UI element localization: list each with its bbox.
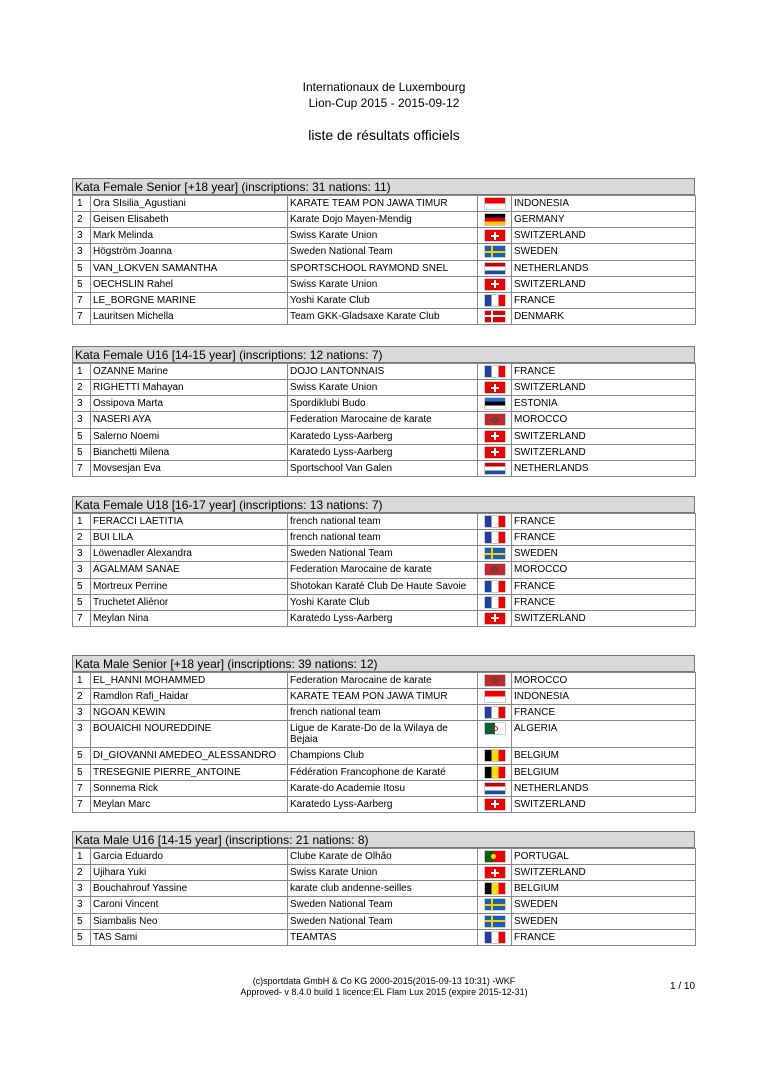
athlete-name-cell: Löwenadler Alexandra xyxy=(91,546,288,562)
table-row xyxy=(73,897,696,913)
athlete-name-cell: Bianchetti Milena xyxy=(91,444,288,460)
country-cell: SWEDEN xyxy=(512,546,696,562)
table-row xyxy=(73,444,696,460)
dk-flag-icon xyxy=(485,311,505,322)
ch-flag-icon xyxy=(485,431,505,442)
flag-cell xyxy=(478,514,512,530)
athlete-name-cell: DI_GIOVANNI AMEDEO_ALESSANDRO xyxy=(91,748,288,764)
country-cell: SWITZERLAND xyxy=(512,380,696,396)
club-cell: Karatedo Lyss-Aarberg xyxy=(288,444,478,460)
results-table xyxy=(72,848,696,946)
footer-copyright: (c)sportdata GmbH & Co KG 2000-2015(2015-09-13 10:31) -WKF xyxy=(252,976,516,986)
athlete-name-cell: Siambalis Neo xyxy=(91,913,288,929)
club-cell: Fédération Francophone de Karaté xyxy=(288,764,478,780)
flag-cell xyxy=(478,292,512,308)
country-cell: ALGERIA xyxy=(512,721,696,748)
table-row xyxy=(73,530,696,546)
table-row xyxy=(73,212,696,228)
club-cell: TEAMTAS xyxy=(288,929,478,945)
flag-cell xyxy=(478,578,512,594)
ch-flag-icon xyxy=(485,382,505,393)
se-flag-icon xyxy=(485,916,505,927)
rank-cell: 5 xyxy=(73,594,91,610)
table-row xyxy=(73,929,696,945)
flag-cell xyxy=(478,594,512,610)
se-flag-icon xyxy=(485,899,505,910)
rank-cell: 5 xyxy=(73,929,91,945)
ma-flag-icon xyxy=(485,564,505,575)
fr-flag-icon xyxy=(485,707,505,718)
table-row xyxy=(73,578,696,594)
flag-cell xyxy=(478,244,512,260)
rank-cell: 5 xyxy=(73,748,91,764)
flag-cell xyxy=(478,865,512,881)
athlete-name-cell: Ossipova Marta xyxy=(91,396,288,412)
athlete-name-cell: Meylan Nina xyxy=(91,610,288,626)
athlete-name-cell: AGALMAM SANAE xyxy=(91,562,288,578)
athlete-name-cell: Truchetet Aliénor xyxy=(91,594,288,610)
fr-flag-icon xyxy=(485,581,505,592)
club-cell: Spordiklubi Budo xyxy=(288,396,478,412)
rank-cell: 2 xyxy=(73,865,91,881)
rank-cell: 5 xyxy=(73,913,91,929)
results-section xyxy=(72,178,695,325)
rank-cell: 1 xyxy=(73,364,91,380)
rank-cell: 3 xyxy=(73,881,91,897)
table-row xyxy=(73,673,696,689)
club-cell: Swiss Karate Union xyxy=(288,276,478,292)
flag-cell xyxy=(478,428,512,444)
country-cell: SWITZERLAND xyxy=(512,796,696,812)
athlete-name-cell: NASERI AYA xyxy=(91,412,288,428)
rank-cell: 3 xyxy=(73,244,91,260)
country-cell: BELGIUM xyxy=(512,764,696,780)
athlete-name-cell: Bouchahrouf Yassine xyxy=(91,881,288,897)
rank-cell: 3 xyxy=(73,721,91,748)
rank-cell: 5 xyxy=(73,276,91,292)
club-cell: Champions Club xyxy=(288,748,478,764)
athlete-name-cell: Ujihara Yuki xyxy=(91,865,288,881)
table-row xyxy=(73,196,696,212)
flag-cell xyxy=(478,364,512,380)
table-row xyxy=(73,594,696,610)
country-cell: FRANCE xyxy=(512,594,696,610)
country-cell: MOROCCO xyxy=(512,673,696,689)
results-table xyxy=(72,195,696,325)
athlete-name-cell: Ramdlon Rafi_Haidar xyxy=(91,689,288,705)
section-title: Kata Male Senior [+18 year] (inscriptions: 39 nations: 12) xyxy=(72,655,695,672)
rank-cell: 3 xyxy=(73,546,91,562)
ch-flag-icon xyxy=(485,613,505,624)
flag-cell xyxy=(478,380,512,396)
table-row xyxy=(73,849,696,865)
rank-cell: 5 xyxy=(73,578,91,594)
club-cell: Team GKK-Gladsaxe Karate Club xyxy=(288,308,478,324)
table-row xyxy=(73,610,696,626)
ch-flag-icon xyxy=(485,799,505,810)
ma-flag-icon xyxy=(485,675,505,686)
se-flag-icon xyxy=(485,246,505,257)
club-cell: Swiss Karate Union xyxy=(288,228,478,244)
country-cell: FRANCE xyxy=(512,514,696,530)
table-row xyxy=(73,546,696,562)
event-title: Internationaux de Luxembourg xyxy=(302,80,466,94)
flag-cell xyxy=(478,796,512,812)
rank-cell: 1 xyxy=(73,196,91,212)
athlete-name-cell: Geisen Elisabeth xyxy=(91,212,288,228)
athlete-name-cell: FERACCI LAETITIA xyxy=(91,514,288,530)
table-row xyxy=(73,244,696,260)
flag-cell xyxy=(478,721,512,748)
club-cell: karate club andenne-seilles xyxy=(288,881,478,897)
flag-cell xyxy=(478,849,512,865)
rank-cell: 3 xyxy=(73,897,91,913)
country-cell: INDONESIA xyxy=(512,689,696,705)
country-cell: INDONESIA xyxy=(512,196,696,212)
table-row xyxy=(73,412,696,428)
results-table xyxy=(72,513,696,627)
athlete-name-cell: Meylan Marc xyxy=(91,796,288,812)
country-cell: SWEDEN xyxy=(512,244,696,260)
table-row xyxy=(73,865,696,881)
athlete-name-cell: NGOAN KEWIN xyxy=(91,705,288,721)
club-cell: Karate Dojo Mayen-Mendig xyxy=(288,212,478,228)
section-title: Kata Female U18 [16-17 year] (inscriptions: 13 nations: 7) xyxy=(72,496,695,513)
rank-cell: 3 xyxy=(73,705,91,721)
rank-cell: 7 xyxy=(73,796,91,812)
athlete-name-cell: Mortreux Perrine xyxy=(91,578,288,594)
section-title: Kata Female U16 [14-15 year] (inscriptions: 12 nations: 7) xyxy=(72,346,695,363)
table-row xyxy=(73,721,696,748)
rank-cell: 2 xyxy=(73,380,91,396)
table-row xyxy=(73,228,696,244)
athlete-name-cell: Sonnema Rick xyxy=(91,780,288,796)
be-flag-icon xyxy=(485,767,505,778)
flag-cell xyxy=(478,705,512,721)
results-table xyxy=(72,672,696,813)
flag-cell xyxy=(478,748,512,764)
athlete-name-cell: LE_BORGNE MARINE xyxy=(91,292,288,308)
club-cell: Karatedo Lyss-Aarberg xyxy=(288,428,478,444)
results-section xyxy=(72,831,695,946)
flag-cell xyxy=(478,276,512,292)
athlete-name-cell: Salerno Noemi xyxy=(91,428,288,444)
athlete-name-cell: BUI LILA xyxy=(91,530,288,546)
table-row xyxy=(73,705,696,721)
athlete-name-cell: BOUAICHI NOUREDDINE xyxy=(91,721,288,748)
flag-cell xyxy=(478,764,512,780)
rank-cell: 5 xyxy=(73,444,91,460)
country-cell: NETHERLANDS xyxy=(512,260,696,276)
club-cell: Swiss Karate Union xyxy=(288,380,478,396)
dz-flag-icon xyxy=(485,723,505,734)
athlete-name-cell: Mark Melinda xyxy=(91,228,288,244)
athlete-name-cell: EL_HANNI MOHAMMED xyxy=(91,673,288,689)
fr-flag-icon xyxy=(485,516,505,527)
club-cell: Yoshi Karate Club xyxy=(288,594,478,610)
club-cell: DOJO LANTONNAIS xyxy=(288,364,478,380)
table-row xyxy=(73,428,696,444)
rank-cell: 1 xyxy=(73,849,91,865)
de-flag-icon xyxy=(485,214,505,225)
club-cell: Ligue de Karate-Do de la Wilaya de Bejaia xyxy=(288,721,478,748)
flag-cell xyxy=(478,530,512,546)
id-flag-icon xyxy=(485,198,505,209)
club-cell: Karatedo Lyss-Aarberg xyxy=(288,796,478,812)
club-cell: Federation Marocaine de karate xyxy=(288,412,478,428)
rank-cell: 2 xyxy=(73,530,91,546)
table-row xyxy=(73,260,696,276)
table-row xyxy=(73,460,696,476)
country-cell: SWITZERLAND xyxy=(512,444,696,460)
country-cell: SWITZERLAND xyxy=(512,428,696,444)
ma-flag-icon xyxy=(485,414,505,425)
flag-cell xyxy=(478,546,512,562)
table-row xyxy=(73,780,696,796)
club-cell: Karate-do Academie Itosu xyxy=(288,780,478,796)
country-cell: FRANCE xyxy=(512,530,696,546)
country-cell: NETHERLANDS xyxy=(512,460,696,476)
be-flag-icon xyxy=(485,883,505,894)
flag-cell xyxy=(478,260,512,276)
rank-cell: 7 xyxy=(73,292,91,308)
section-title: Kata Male U16 [14-15 year] (inscriptions: 21 nations: 8) xyxy=(72,831,695,848)
flag-cell xyxy=(478,673,512,689)
table-row xyxy=(73,292,696,308)
rank-cell: 3 xyxy=(73,396,91,412)
flag-cell xyxy=(478,929,512,945)
table-row xyxy=(73,796,696,812)
country-cell: PORTUGAL xyxy=(512,849,696,865)
page-number: 1 / 10 xyxy=(670,981,696,992)
athlete-name-cell: Ora SIsilia_Agustiani xyxy=(91,196,288,212)
rank-cell: 7 xyxy=(73,610,91,626)
club-cell: Yoshi Karate Club xyxy=(288,292,478,308)
athlete-name-cell: Högström Joanna xyxy=(91,244,288,260)
ch-flag-icon xyxy=(485,867,505,878)
table-row xyxy=(73,913,696,929)
rank-cell: 2 xyxy=(73,212,91,228)
table-row xyxy=(73,380,696,396)
rank-cell: 7 xyxy=(73,308,91,324)
be-flag-icon xyxy=(485,750,505,761)
flag-cell xyxy=(478,196,512,212)
country-cell: SWITZERLAND xyxy=(512,228,696,244)
fr-flag-icon xyxy=(485,932,505,943)
nl-flag-icon xyxy=(485,463,505,474)
club-cell: SPORTSCHOOL RAYMOND SNEL xyxy=(288,260,478,276)
athlete-name-cell: Lauritsen Michella xyxy=(91,308,288,324)
athlete-name-cell: OECHSLIN Rahel xyxy=(91,276,288,292)
rank-cell: 5 xyxy=(73,764,91,780)
rank-cell: 2 xyxy=(73,689,91,705)
country-cell: SWEDEN xyxy=(512,897,696,913)
table-row xyxy=(73,562,696,578)
club-cell: Clube Karate de Olhão xyxy=(288,849,478,865)
table-row xyxy=(73,514,696,530)
section-title: Kata Female Senior [+18 year] (inscriptions: 31 nations: 11) xyxy=(72,178,695,195)
fr-flag-icon xyxy=(485,295,505,306)
country-cell: BELGIUM xyxy=(512,748,696,764)
country-cell: ESTONIA xyxy=(512,396,696,412)
ee-flag-icon xyxy=(485,398,505,409)
club-cell: Sweden National Team xyxy=(288,244,478,260)
club-cell: Sweden National Team xyxy=(288,897,478,913)
country-cell: GERMANY xyxy=(512,212,696,228)
athlete-name-cell: Caroni Vincent xyxy=(91,897,288,913)
flag-cell xyxy=(478,460,512,476)
se-flag-icon xyxy=(485,548,505,559)
rank-cell: 7 xyxy=(73,780,91,796)
table-row xyxy=(73,364,696,380)
rank-cell: 1 xyxy=(73,673,91,689)
club-cell: french national team xyxy=(288,530,478,546)
club-cell: KARATE TEAM PON JAWA TIMUR xyxy=(288,689,478,705)
flag-cell xyxy=(478,562,512,578)
country-cell: DENMARK xyxy=(512,308,696,324)
country-cell: FRANCE xyxy=(512,705,696,721)
rank-cell: 1 xyxy=(73,514,91,530)
club-cell: KARATE TEAM PON JAWA TIMUR xyxy=(288,196,478,212)
club-cell: french national team xyxy=(288,705,478,721)
athlete-name-cell: TRESEGNIE PIERRE_ANTOINE xyxy=(91,764,288,780)
fr-flag-icon xyxy=(485,597,505,608)
club-cell: Karatedo Lyss-Aarberg xyxy=(288,610,478,626)
results-table xyxy=(72,363,696,477)
nl-flag-icon xyxy=(485,783,505,794)
document-title: liste de résultats officiels xyxy=(308,127,460,143)
flag-cell xyxy=(478,913,512,929)
country-cell: SWITZERLAND xyxy=(512,610,696,626)
flag-cell xyxy=(478,212,512,228)
id-flag-icon xyxy=(485,691,505,702)
table-row xyxy=(73,396,696,412)
country-cell: SWITZERLAND xyxy=(512,276,696,292)
rank-cell: 5 xyxy=(73,428,91,444)
country-cell: FRANCE xyxy=(512,292,696,308)
club-cell: Sweden National Team xyxy=(288,913,478,929)
footer xyxy=(0,976,768,998)
table-row xyxy=(73,689,696,705)
country-cell: SWEDEN xyxy=(512,913,696,929)
flag-cell xyxy=(478,780,512,796)
pt-flag-icon xyxy=(485,851,505,862)
club-cell: french national team xyxy=(288,514,478,530)
country-cell: FRANCE xyxy=(512,929,696,945)
rank-cell: 3 xyxy=(73,228,91,244)
rank-cell: 7 xyxy=(73,460,91,476)
results-section xyxy=(72,346,695,477)
fr-flag-icon xyxy=(485,366,505,377)
flag-cell xyxy=(478,412,512,428)
club-cell: Shotokan Karaté Club De Haute Savoie xyxy=(288,578,478,594)
table-row xyxy=(73,276,696,292)
athlete-name-cell: VAN_LOKVEN SAMANTHA xyxy=(91,260,288,276)
results-section xyxy=(72,655,695,813)
athlete-name-cell: Garcia Eduardo xyxy=(91,849,288,865)
athlete-name-cell: TAS Sami xyxy=(91,929,288,945)
country-cell: NETHERLANDS xyxy=(512,780,696,796)
flag-cell xyxy=(478,689,512,705)
club-cell: Federation Marocaine de karate xyxy=(288,562,478,578)
table-row xyxy=(73,881,696,897)
flag-cell xyxy=(478,897,512,913)
footer-license: Approved- v 8.4.0 build 1 licence:EL Flam Lux 2015 (expire 2015-12-31) xyxy=(240,987,528,997)
country-cell: MOROCCO xyxy=(512,412,696,428)
rank-cell: 3 xyxy=(73,412,91,428)
club-cell: Federation Marocaine de karate xyxy=(288,673,478,689)
club-cell: Sweden National Team xyxy=(288,546,478,562)
flag-cell xyxy=(478,308,512,324)
country-cell: MOROCCO xyxy=(512,562,696,578)
athlete-name-cell: RIGHETTI Mahayan xyxy=(91,380,288,396)
nl-flag-icon xyxy=(485,263,505,274)
country-cell: FRANCE xyxy=(512,364,696,380)
athlete-name-cell: OZANNE Marine xyxy=(91,364,288,380)
athlete-name-cell: Movsesjan Eva xyxy=(91,460,288,476)
ch-flag-icon xyxy=(485,230,505,241)
rank-cell: 5 xyxy=(73,260,91,276)
rank-cell: 3 xyxy=(73,562,91,578)
table-row xyxy=(73,764,696,780)
table-row xyxy=(73,308,696,324)
country-cell: FRANCE xyxy=(512,578,696,594)
country-cell: BELGIUM xyxy=(512,881,696,897)
country-cell: SWITZERLAND xyxy=(512,865,696,881)
flag-cell xyxy=(478,396,512,412)
flag-cell xyxy=(478,881,512,897)
club-cell: Sportschool Van Galen xyxy=(288,460,478,476)
flag-cell xyxy=(478,228,512,244)
event-subtitle: Lion-Cup 2015 - 2015-09-12 xyxy=(308,96,460,110)
fr-flag-icon xyxy=(485,532,505,543)
ch-flag-icon xyxy=(485,279,505,290)
flag-cell xyxy=(478,444,512,460)
ch-flag-icon xyxy=(485,447,505,458)
results-section xyxy=(72,496,695,627)
club-cell: Swiss Karate Union xyxy=(288,865,478,881)
flag-cell xyxy=(478,610,512,626)
table-row xyxy=(73,748,696,764)
